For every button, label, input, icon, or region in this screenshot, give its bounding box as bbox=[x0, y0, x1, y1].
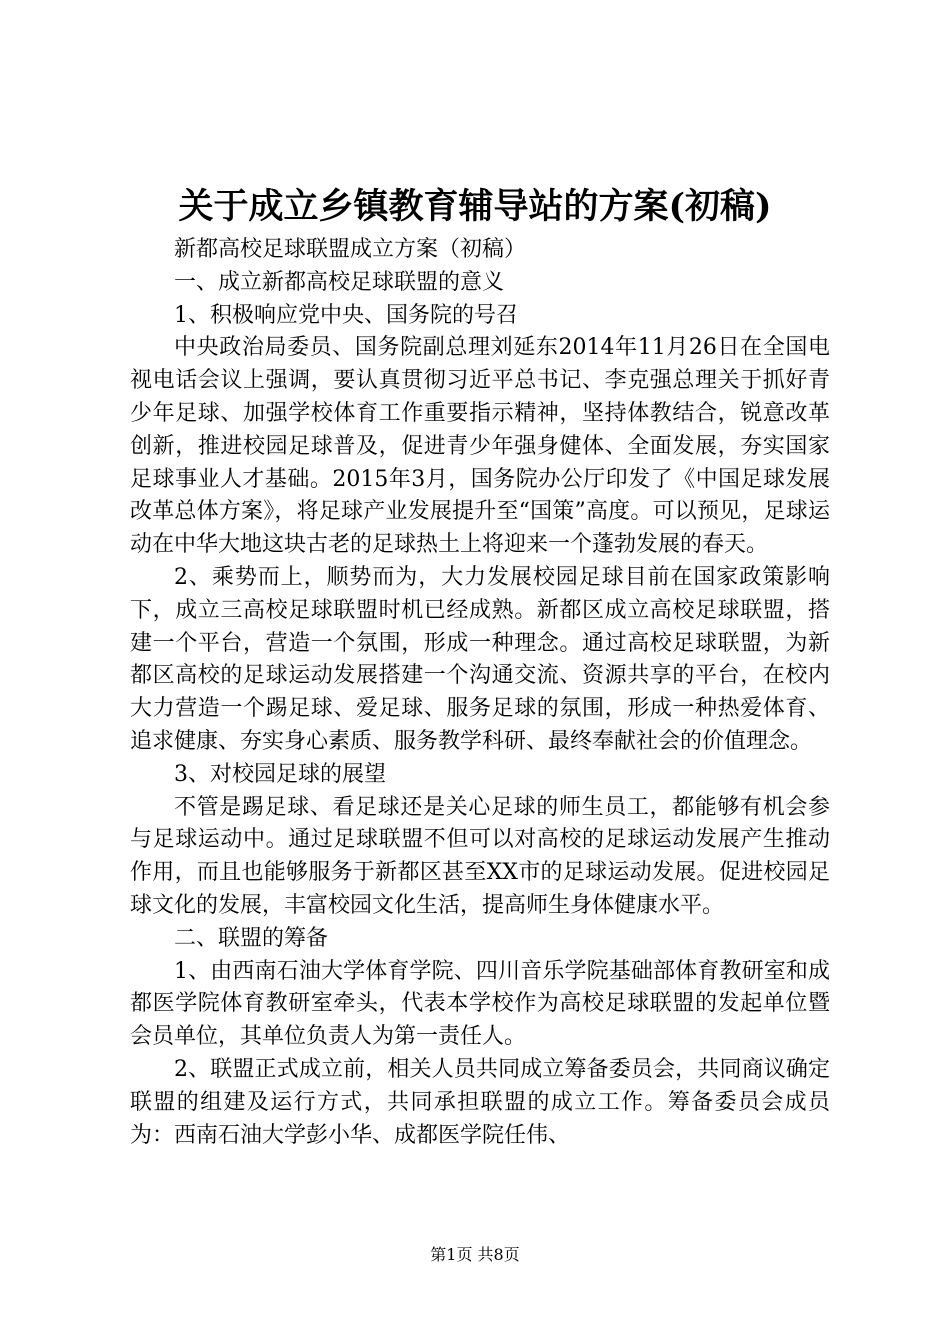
paragraph-heading-section-1: 一、成立新都高校足球联盟的意义 bbox=[174, 269, 505, 295]
page-footer: 第1页 共8页 bbox=[430, 1245, 520, 1264]
paragraph-body-4: 1、由西南石油大学体育学院、四川音乐学院基础部体育教研室和成都医学院体育教研室牵头，代表本学校作为高校足球联盟的发起单位暨会员单位，其单位负责人为第一责任人。 bbox=[130, 958, 830, 1050]
paragraph-heading-section-2: 二、联盟的筹备 bbox=[174, 925, 329, 951]
paragraph-subheading-1: 1、积极响应党中央、国务院的号召 bbox=[174, 302, 518, 328]
document-title: 关于成立乡镇教育辅导站的方案(初稿) bbox=[178, 186, 772, 227]
paragraph-body-1: 中央政治局委员、国务院副总理刘延东2014年11月26日在全国电视电话会议上强调，要认真贯彻习近平总书记、李克强总理关于抓好青少年足球、加强学校体育工作重要指示精神，坚持体教结合，锐意改革创新，推进校园足球普及，促进青少年强身健体、全面发展，夯实国家足球事业人才基础。2015年3月，国务院办公厅印发了《中国足球发展改革总体方案》，将足球产业发展提升至“国策”高度。可以预见，足球运动在中华大地这块古老的足球热土上将迎来一个蓬勃发展的春天。 bbox=[130, 335, 830, 558]
document-body bbox=[130, 234, 830, 1152]
paragraph-body-5: 2、联盟正式成立前，相关人员共同成立筹备委员会，共同商议确定联盟的组建及运行方式，共同承担联盟的成立工作。筹备委员会成员为：西南石油大学彭小华、成都医学院任伟、 bbox=[130, 1056, 830, 1148]
paragraph-subheading-3: 3、对校园足球的展望 bbox=[174, 761, 386, 787]
paragraph-subtitle: 新都高校足球联盟成立方案（初稿） bbox=[174, 237, 527, 262]
paragraph-body-3: 不管是踢足球、看足球还是关心足球的师生员工，都能够有机会参与足球运动中。通过足球联盟不但可以对高校的足球运动发展产生推动作用，而且也能够服务于新都区甚至XX市的足球运动发展。促进校园足球文化的发展，丰富校园文化生活，提高师生身体健康水平。 bbox=[130, 794, 830, 918]
paragraph-body-2: 2、乘势而上，顺势而为，大力发展校园足球目前在国家政策影响下，成立三高校足球联盟时机已经成熟。新都区成立高校足球联盟，搭建一个平台，营造一个氛围，形成一种理念。通过高校足球联盟，为新都区高校的足球运动发展搭建一个沟通交流、资源共享的平台，在校内大力营造一个踢足球、爱足球、服务足球的氛围，形成一种热爱体育、追求健康、夯实身心素质、服务教学科研、最终奉献社会的价值理念。 bbox=[130, 564, 830, 754]
